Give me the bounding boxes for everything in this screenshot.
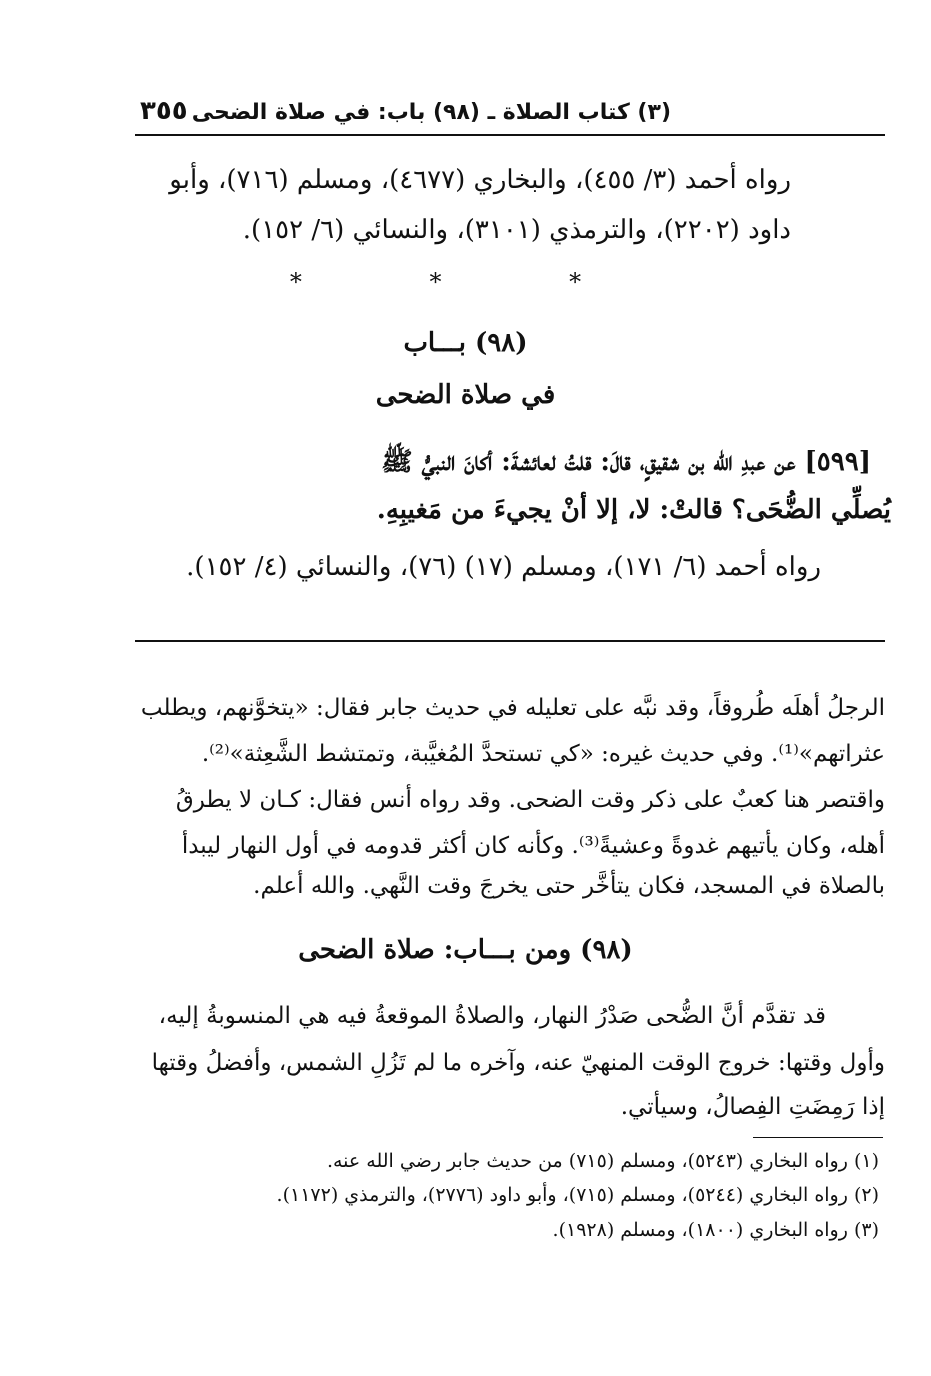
source-line-2: داود (٢٢٠٢)، والترمذي (٣١٠١)، والنسائي (٦/ ١٥٢). [242,215,791,245]
header-rule [135,134,885,136]
commentary-para2-line-1: قد تقدَّم أنَّ الضُّحى صَدْرُ النهار، والصلاةُ الموقعةُ فيه هي المنسوبةُ إليه، [158,1003,826,1029]
commentary-heading: (٩٨) ومن بـــاب: صلاة الضحى [298,935,633,965]
commentary-line-2: عثراتهم»⁽¹⁾. وفي حديث غيره: «كي تستحدَّ المُغيَّبة، وتمتشط الشَّعِثة»⁽²⁾. [201,741,885,767]
footnote-1: (١) رواه البخاري (٥٢٤٣)، ومسلم (٧١٥) من حديث جابر رضي الله عنه. [326,1150,879,1172]
chapter-heading: (٩٨) بـــاب [403,328,528,358]
commentary-line-3: واقتصر هنا كعبٌ على ذكر وقت الضحى. وقد رواه أنس فقال: كـان لا يطرقُ [175,787,885,813]
footnote-rule [753,1137,883,1138]
hadith-line-1: [٥٩٩] عن عبدِ الله بن شقيقٍ، قالَ: قلتُ لعائشةَ: أكانَ النبيُّ ﷺ [381,447,871,477]
footnote-2: (٢) رواه البخاري (٥٢٤٤)، ومسلم (٧١٥)، وأبو داود (٢٧٧٦)، والترمذي (١١٧٢). [276,1184,879,1206]
commentary-line-1: الرجلُ أهلَه طُروقاً، وقد نبَّه على تعليله في حديث جابر فقال: «يتخوَّنهم، ويطلب [140,695,885,721]
section-separator: * * * [289,268,642,296]
commentary-para2-line-3: إذا رَمِضَتِ الفِصالُ، وسيأتي. [620,1094,885,1120]
hadith-source: رواه أحمد (٦/ ١٧١)، ومسلم (١٧) (٧٦)، والنسائي (٤/ ١٥٢). [186,552,821,582]
footnote-3: (٣) رواه البخاري (١٨٠٠)، ومسلم (١٩٢٨). [552,1219,879,1241]
page-number: ٣٥٥ [140,96,188,126]
commentary-line-4: أهله، وكان يأتيهم غدوةً وعشيةً⁽³⁾. وكأنه كان أكثر قدومه في أول النهار ليبدأ [181,833,885,859]
commentary-para2-line-2: وأول وقتها: خروج الوقت المنهيّ عنه، وآخره ما لم تَزُلِ الشمس، وأفضلُ وقتها [151,1050,885,1076]
running-header-title: (٣) كتاب الصلاة ـ (٩٨) باب: في صلاة الضحى [191,100,671,125]
hadith-line-2: يُصلِّي الضُّحَى؟ قالتْ: لا، إلا أنْ يجيءَ من مَغيبِهِ. [376,495,891,525]
source-line-1: رواه أحمد (٣/ ٤٥٥)، والبخاري (٤٦٧٧)، ومسلم (٧١٦)، وأبو [169,165,791,195]
commentary-line-5: بالصلاة في المسجد، فكان يتأخَّر حتى يخرجَ وقت النَّهي. والله أعلم. [253,873,885,899]
chapter-subheading: في صلاة الضحى [375,380,556,410]
section-rule [135,640,885,642]
